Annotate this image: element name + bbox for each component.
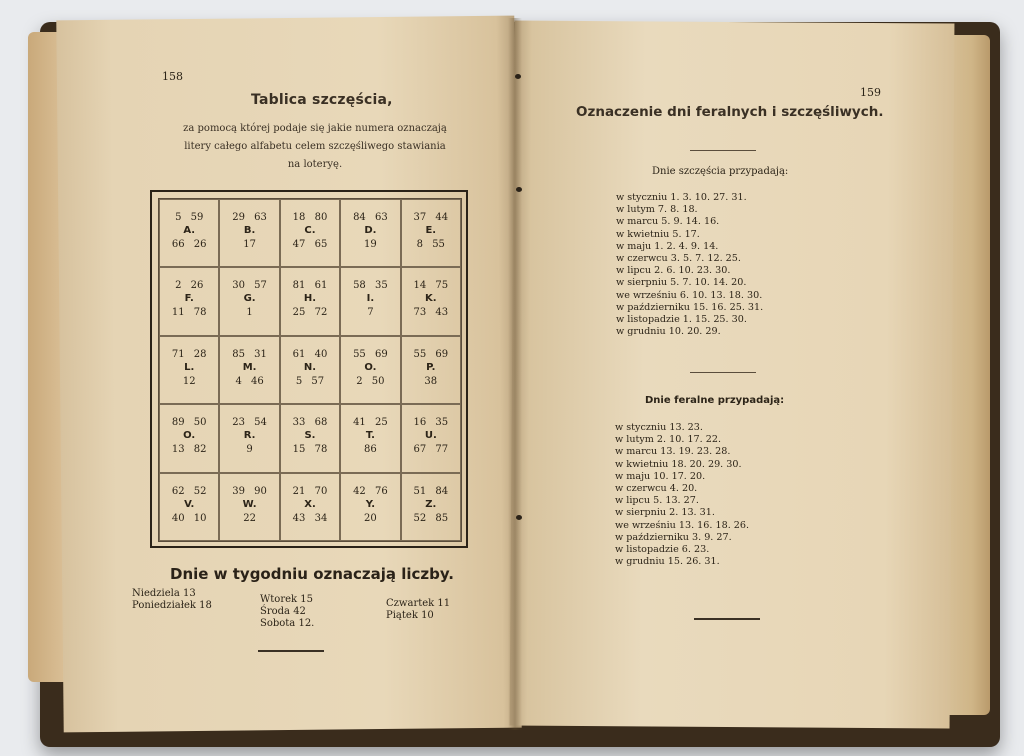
cell-letter: P. <box>426 361 436 373</box>
cell-bottom-numbers: 73 43 <box>413 307 449 319</box>
cell-bottom-numbers: 19 <box>364 239 377 250</box>
cell-bottom-numbers: 2 50 <box>356 375 385 387</box>
cell-top-numbers: 62 52 <box>171 485 207 497</box>
cell-bottom-numbers: 1 <box>246 307 253 319</box>
table-cell <box>280 336 340 404</box>
month-entry: w marcu 13. 19. 23. 28. <box>615 446 731 458</box>
cell-letter: I. <box>366 293 375 305</box>
cell-letter: T. <box>365 430 375 442</box>
table-cell <box>340 473 400 541</box>
month-entry: w czerwcu 4. 20. <box>615 483 698 495</box>
cell-bottom-numbers: 12 <box>182 375 196 387</box>
table-cell <box>280 267 340 335</box>
table-cell <box>219 199 279 267</box>
cell-bottom-numbers: 66 26 <box>171 239 207 250</box>
cell-top-numbers: 84 63 <box>353 212 388 223</box>
cell-top-numbers: 85 31 <box>232 348 267 360</box>
cell-bottom-numbers: 43 34 <box>292 512 328 524</box>
cell-bottom-numbers: 5 57 <box>295 375 325 387</box>
cell-letter: W. <box>242 498 257 510</box>
cell-letter: B. <box>243 225 256 236</box>
cell-top-numbers: 14 75 <box>413 280 449 292</box>
cell-letter: C. <box>304 225 316 236</box>
cell-bottom-numbers: 9 <box>246 444 253 456</box>
intro-line: za pomocą której podaje się jakie numera oznaczają <box>183 123 447 134</box>
table-intro <box>150 120 480 174</box>
table-cell <box>401 267 461 335</box>
cell-bottom-numbers: 86 <box>364 444 377 456</box>
cell-letter: R. <box>243 430 256 442</box>
cell-letter: A. <box>183 225 196 236</box>
cell-letter: H. <box>303 293 317 305</box>
end-rule <box>258 650 324 652</box>
table-cell <box>401 336 461 404</box>
month-entry: w lutym 2. 10. 17. 22. <box>615 434 722 446</box>
table-cell <box>159 404 219 472</box>
luck-table-grid <box>158 198 462 542</box>
cell-bottom-numbers: 4 46 <box>235 375 264 387</box>
table-cell <box>159 267 219 335</box>
cell-top-numbers: 33 68 <box>292 417 328 429</box>
end-rule <box>694 618 760 620</box>
cell-top-numbers: 42 76 <box>353 485 388 497</box>
cell-top-numbers: 41 25 <box>353 417 388 429</box>
cell-letter: D. <box>364 225 377 236</box>
binding-hole <box>516 515 522 520</box>
intro-line: na loteryę. <box>287 159 343 170</box>
cell-top-numbers: 29 63 <box>232 212 267 223</box>
book-gutter <box>508 18 522 730</box>
cell-top-numbers: 30 57 <box>232 280 267 292</box>
table-cell <box>340 404 400 472</box>
cell-top-numbers: 37 44 <box>413 212 449 223</box>
table-cell <box>401 404 461 472</box>
cell-bottom-numbers: 25 72 <box>292 307 328 319</box>
weekday-entry: Niedziela 13 <box>132 588 196 599</box>
binding-hole <box>516 187 522 192</box>
divider-rule <box>690 372 756 373</box>
left-page-number: 158 <box>162 70 183 83</box>
divider-rule <box>690 150 756 151</box>
cell-letter: K. <box>425 293 437 305</box>
month-entry: w marcu 5. 9. 14. 16. <box>616 216 720 228</box>
table-cell <box>159 473 219 541</box>
cell-bottom-numbers: 40 10 <box>171 512 207 524</box>
cell-top-numbers: 55 69 <box>413 348 449 360</box>
month-entry: w kwietniu 5. 17. <box>616 228 700 240</box>
lucky-days-list <box>616 192 763 338</box>
table-cell <box>219 336 279 404</box>
month-entry: w lipcu 5. 13. 27. <box>615 495 699 507</box>
weekdays-col-2 <box>260 594 314 630</box>
month-entry: w czerwcu 3. 5. 7. 12. 25. <box>616 253 741 265</box>
cell-bottom-numbers: 17 <box>243 239 256 250</box>
table-cell <box>219 404 279 472</box>
month-entry: w maju 1. 2. 4. 9. 14. <box>616 240 719 252</box>
cell-letter: X. <box>304 498 316 510</box>
month-entry: w styczniu 1. 3. 10. 27. 31. <box>616 192 747 203</box>
cell-letter: U. <box>424 430 437 442</box>
cell-bottom-numbers: 13 82 <box>171 444 207 456</box>
cell-letter: N. <box>303 361 317 373</box>
cell-bottom-numbers: 67 77 <box>413 444 449 456</box>
weekday-entry: Czwartek 11 <box>386 598 451 609</box>
table-cell <box>280 473 340 541</box>
cell-letter: Y. <box>365 498 376 510</box>
luck-table <box>150 190 468 548</box>
month-entry: w sierpniu 2. 13. 31. <box>615 507 715 519</box>
cell-letter: E. <box>425 225 437 236</box>
cell-top-numbers: 71 28 <box>171 348 207 360</box>
right-page <box>510 20 955 728</box>
cell-letter: G. <box>243 293 256 305</box>
month-entry: w sierpniu 5. 7. 10. 14. 20. <box>616 277 747 289</box>
weekdays-col-3 <box>386 598 450 622</box>
month-entry: w październiku 15. 16. 25. 31. <box>616 301 764 313</box>
month-entry: w grudniu 10. 20. 29. <box>616 326 721 338</box>
table-cell <box>340 199 400 267</box>
unlucky-heading: Dnie feralne przypadają: <box>645 395 785 406</box>
weekday-entry: Sobota 12. <box>260 618 315 629</box>
binding-hole <box>515 74 521 79</box>
table-cell <box>401 473 461 541</box>
cell-top-numbers: 23 54 <box>232 417 267 429</box>
cell-top-numbers: 81 61 <box>292 280 328 292</box>
month-entry: w grudniu 15. 26. 31. <box>615 556 720 568</box>
weekday-entry: Środa 42 <box>260 606 306 617</box>
cell-bottom-numbers: 7 <box>367 307 374 319</box>
month-entry: we wrześniu 6. 10. 13. 18. 30. <box>616 289 763 301</box>
cell-letter: F. <box>184 293 194 305</box>
weekday-entry: Piątek 10 <box>386 610 434 621</box>
cell-top-numbers: 89 50 <box>171 417 207 429</box>
weekdays-title: Dnie w tygodniu oznaczają liczby. <box>170 565 455 583</box>
month-entry: w listopadzie 1. 15. 25. 30. <box>616 314 747 326</box>
right-page-title: Oznaczenie dni feralnych i szczęśliwych. <box>576 104 884 120</box>
weekday-entry: Wtorek 15 <box>260 594 313 605</box>
left-page-title: Tablica szczęścia, <box>251 92 393 108</box>
table-cell <box>280 404 340 472</box>
table-cell <box>280 199 340 267</box>
cell-bottom-numbers: 52 85 <box>413 512 449 524</box>
cell-bottom-numbers: 8 55 <box>416 239 445 250</box>
cell-top-numbers: 2 26 <box>175 280 204 292</box>
weekday-entry: Poniedziałek 18 <box>132 600 212 611</box>
table-cell <box>159 199 219 267</box>
cell-letter: O. <box>364 361 377 373</box>
month-entry: w lipcu 2. 6. 10. 23. 30. <box>616 265 731 277</box>
cell-bottom-numbers: 22 <box>243 512 256 524</box>
cell-top-numbers: 61 40 <box>292 348 328 360</box>
cell-letter: L. <box>184 361 195 373</box>
table-cell <box>401 199 461 267</box>
cell-top-numbers: 16 35 <box>413 417 449 429</box>
cell-bottom-numbers: 11 78 <box>171 307 207 319</box>
month-entry: w maju 10. 17. 20. <box>615 470 706 482</box>
month-entry: w lutym 7. 8. 18. <box>616 204 698 216</box>
cell-top-numbers: 18 80 <box>292 212 328 223</box>
table-cell <box>340 336 400 404</box>
month-entry: w listopadzie 6. 23. <box>615 544 710 556</box>
month-entry: w październiku 3. 9. 27. <box>615 531 732 543</box>
lucky-heading: Dnie szczęścia przypadają: <box>652 166 789 177</box>
weekdays-col-1 <box>132 588 212 612</box>
cell-top-numbers: 58 35 <box>353 280 388 292</box>
cell-top-numbers: 55 69 <box>353 348 388 360</box>
cell-top-numbers: 5 59 <box>175 212 204 223</box>
table-cell <box>219 473 279 541</box>
right-page-number: 159 <box>860 86 881 99</box>
table-cell <box>340 267 400 335</box>
table-cell <box>159 336 219 404</box>
cell-bottom-numbers: 15 78 <box>292 444 328 456</box>
cell-bottom-numbers: 20 <box>364 512 377 524</box>
month-entry: w styczniu 13. 23. <box>615 422 703 433</box>
cell-letter: Z. <box>425 498 437 510</box>
cell-top-numbers: 21 70 <box>292 485 328 497</box>
cell-letter: V. <box>184 498 195 510</box>
cell-letter: S. <box>304 430 316 442</box>
cell-letter: O. <box>183 430 196 442</box>
cell-top-numbers: 51 84 <box>413 485 449 497</box>
table-cell <box>219 267 279 335</box>
intro-line: litery całego alfabetu celem szczęśliwego stawiania <box>184 141 446 152</box>
cell-top-numbers: 39 90 <box>232 485 267 497</box>
cell-bottom-numbers: 47 65 <box>292 239 328 250</box>
cell-letter: M. <box>242 361 257 373</box>
month-entry: we wrześniu 13. 16. 18. 26. <box>615 519 750 531</box>
month-entry: w kwietniu 18. 20. 29. 30. <box>615 458 742 470</box>
cell-bottom-numbers: 38 <box>424 375 438 387</box>
unlucky-days-list <box>615 422 749 568</box>
